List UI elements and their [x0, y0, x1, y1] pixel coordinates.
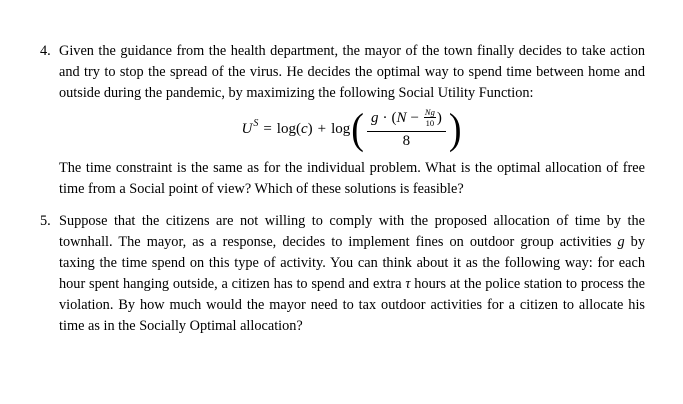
inner-fraction-numerator: Ng	[424, 106, 435, 117]
inner-fraction-denominator: 10	[425, 117, 435, 128]
fraction	[367, 106, 446, 150]
problem-4-body	[59, 41, 645, 200]
open-paren: (	[391, 110, 397, 126]
log-function: log	[331, 120, 351, 137]
big-paren-left: (	[351, 104, 364, 154]
problem-4-intro: Given the guidance from the health department, the mayor of the town finally decides to take action and try to stop the spread of the virus. He decides the optimal way to spend time between home and outside during the pandemic, by maximizing the following Social Utility Function:	[59, 43, 645, 101]
variable-g: g	[617, 234, 625, 250]
formula-U: U	[241, 120, 253, 137]
close-paren: )	[436, 110, 442, 126]
minus-sign: −	[410, 110, 419, 126]
item-number: 4.	[40, 43, 51, 59]
cdot-operator: ·	[382, 110, 388, 126]
log-c-open: log(	[276, 120, 301, 137]
problem-item-5	[40, 211, 645, 337]
problem-5-body	[59, 211, 645, 337]
fraction-denominator: 8	[402, 132, 411, 149]
big-paren-right: )	[448, 104, 462, 154]
formula-lhs	[241, 117, 351, 138]
fraction-numerator	[367, 106, 446, 132]
problem-5-segment-a: Suppose that the citizens are not willing to comply with the proposed allocation of time by the townhall. The mayor, as a response, decides to implement fines on outdoor group activities	[59, 213, 645, 250]
formula-N: N	[396, 110, 407, 126]
social-utility-formula	[59, 106, 645, 152]
log-c-close: )	[307, 120, 313, 137]
problem-5-segment-c: hours at the police station to process the violation. By how much would the mayor need to tax outdoor activities for a citizen to allocate his time as in the Socially Optimal allocation?	[59, 276, 645, 334]
problem-5-segment-b: by taxing the time spend on this type of activity. You can think about it as the following way: for each hour spent hanging outside, a citizen has to spend and extra	[59, 234, 645, 292]
problem-item-4	[40, 41, 645, 200]
plus-sign: +	[317, 120, 327, 137]
inner-fraction	[424, 108, 436, 128]
formula-c: c	[300, 120, 308, 137]
formula-g: g	[370, 110, 379, 126]
formula-superscript-S: S	[253, 117, 259, 129]
equals-sign: =	[263, 120, 272, 137]
item-number: 5.	[40, 213, 51, 229]
problem-4-question: The time constraint is the same as for the individual problem. What is the optimal allocation of free time from a Social point of view? Which of these solutions is feasible?	[59, 160, 645, 197]
problem-5-text	[59, 211, 645, 337]
variable-tau: τ	[405, 276, 411, 292]
